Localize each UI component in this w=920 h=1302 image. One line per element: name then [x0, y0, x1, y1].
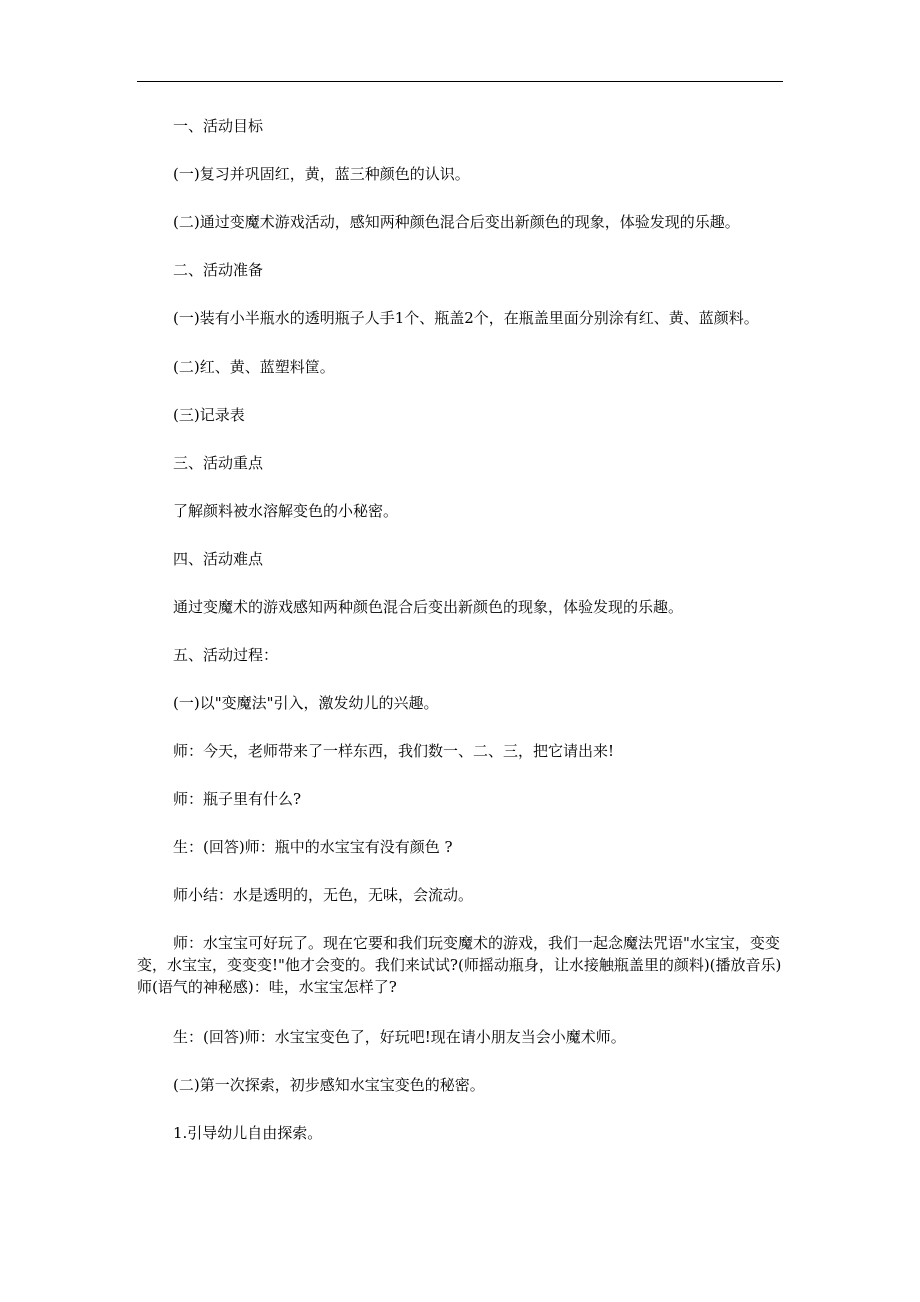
paragraph: (一)以"变魔法"引入，激发幼儿的兴趣。	[173, 694, 439, 712]
paragraph: (二)通过变魔术游戏活动，感知两种颜色混合后变出新颜色的现象，体验发现的乐趣。	[173, 213, 740, 231]
paragraph: 师小结：水是透明的，无色，无味，会流动。	[173, 886, 474, 904]
paragraph: 1.引导幼儿自由探索。	[173, 1124, 323, 1142]
paragraph: (一)装有小半瓶水的透明瓶子人手1个、瓶盖2个，在瓶盖里面分别涂有红、黄、蓝颜料。	[173, 309, 759, 327]
section-heading-process: 五、活动过程：	[173, 646, 279, 664]
paragraph: 师：水宝宝可好玩了。现在它要和我们玩变魔术的游戏，我们一起念魔法咒语"水宝宝，变变变，水宝宝，变变变!"他才会变的。我们来试试?(师摇动瓶身，让水接触瓶盖里的颜料)(播放音乐)师(语气的神秘感)：哇，水宝宝怎样了?	[137, 934, 782, 996]
section-heading-focus: 三、活动重点	[173, 454, 264, 472]
paragraph: (三)记录表	[173, 406, 245, 424]
paragraph: 师：今天，老师带来了一样东西，我们数一、二、三，把它请出来!	[173, 742, 615, 760]
paragraph: 生：(回答)师：瓶中的水宝宝有没有颜色 ?	[173, 838, 453, 856]
section-heading-difficulty: 四、活动难点	[173, 550, 264, 568]
document-body	[137, 115, 783, 1144]
section-heading-goals: 一、活动目标	[173, 117, 264, 135]
paragraph: 生：(回答)师：水宝宝变色了，好玩吧!现在请小朋友当会小魔术师。	[173, 1028, 626, 1046]
header-rule	[137, 81, 783, 82]
section-heading-preparation: 二、活动准备	[173, 261, 264, 279]
paragraph: 师：瓶子里有什么?	[173, 790, 302, 808]
paragraph: 了解颜料被水溶解变色的小秘密。	[173, 502, 399, 520]
paragraph: (一)复习并巩固红，黄，蓝三种颜色的认识。	[173, 165, 470, 183]
paragraph: (二)第一次探索，初步感知水宝宝变色的秘密。	[173, 1076, 485, 1094]
paragraph: 通过变魔术的游戏感知两种颜色混合后变出新颜色的现象，体验发现的乐趣。	[173, 598, 684, 616]
paragraph: (二)红、黄、蓝塑料筐。	[173, 358, 335, 376]
